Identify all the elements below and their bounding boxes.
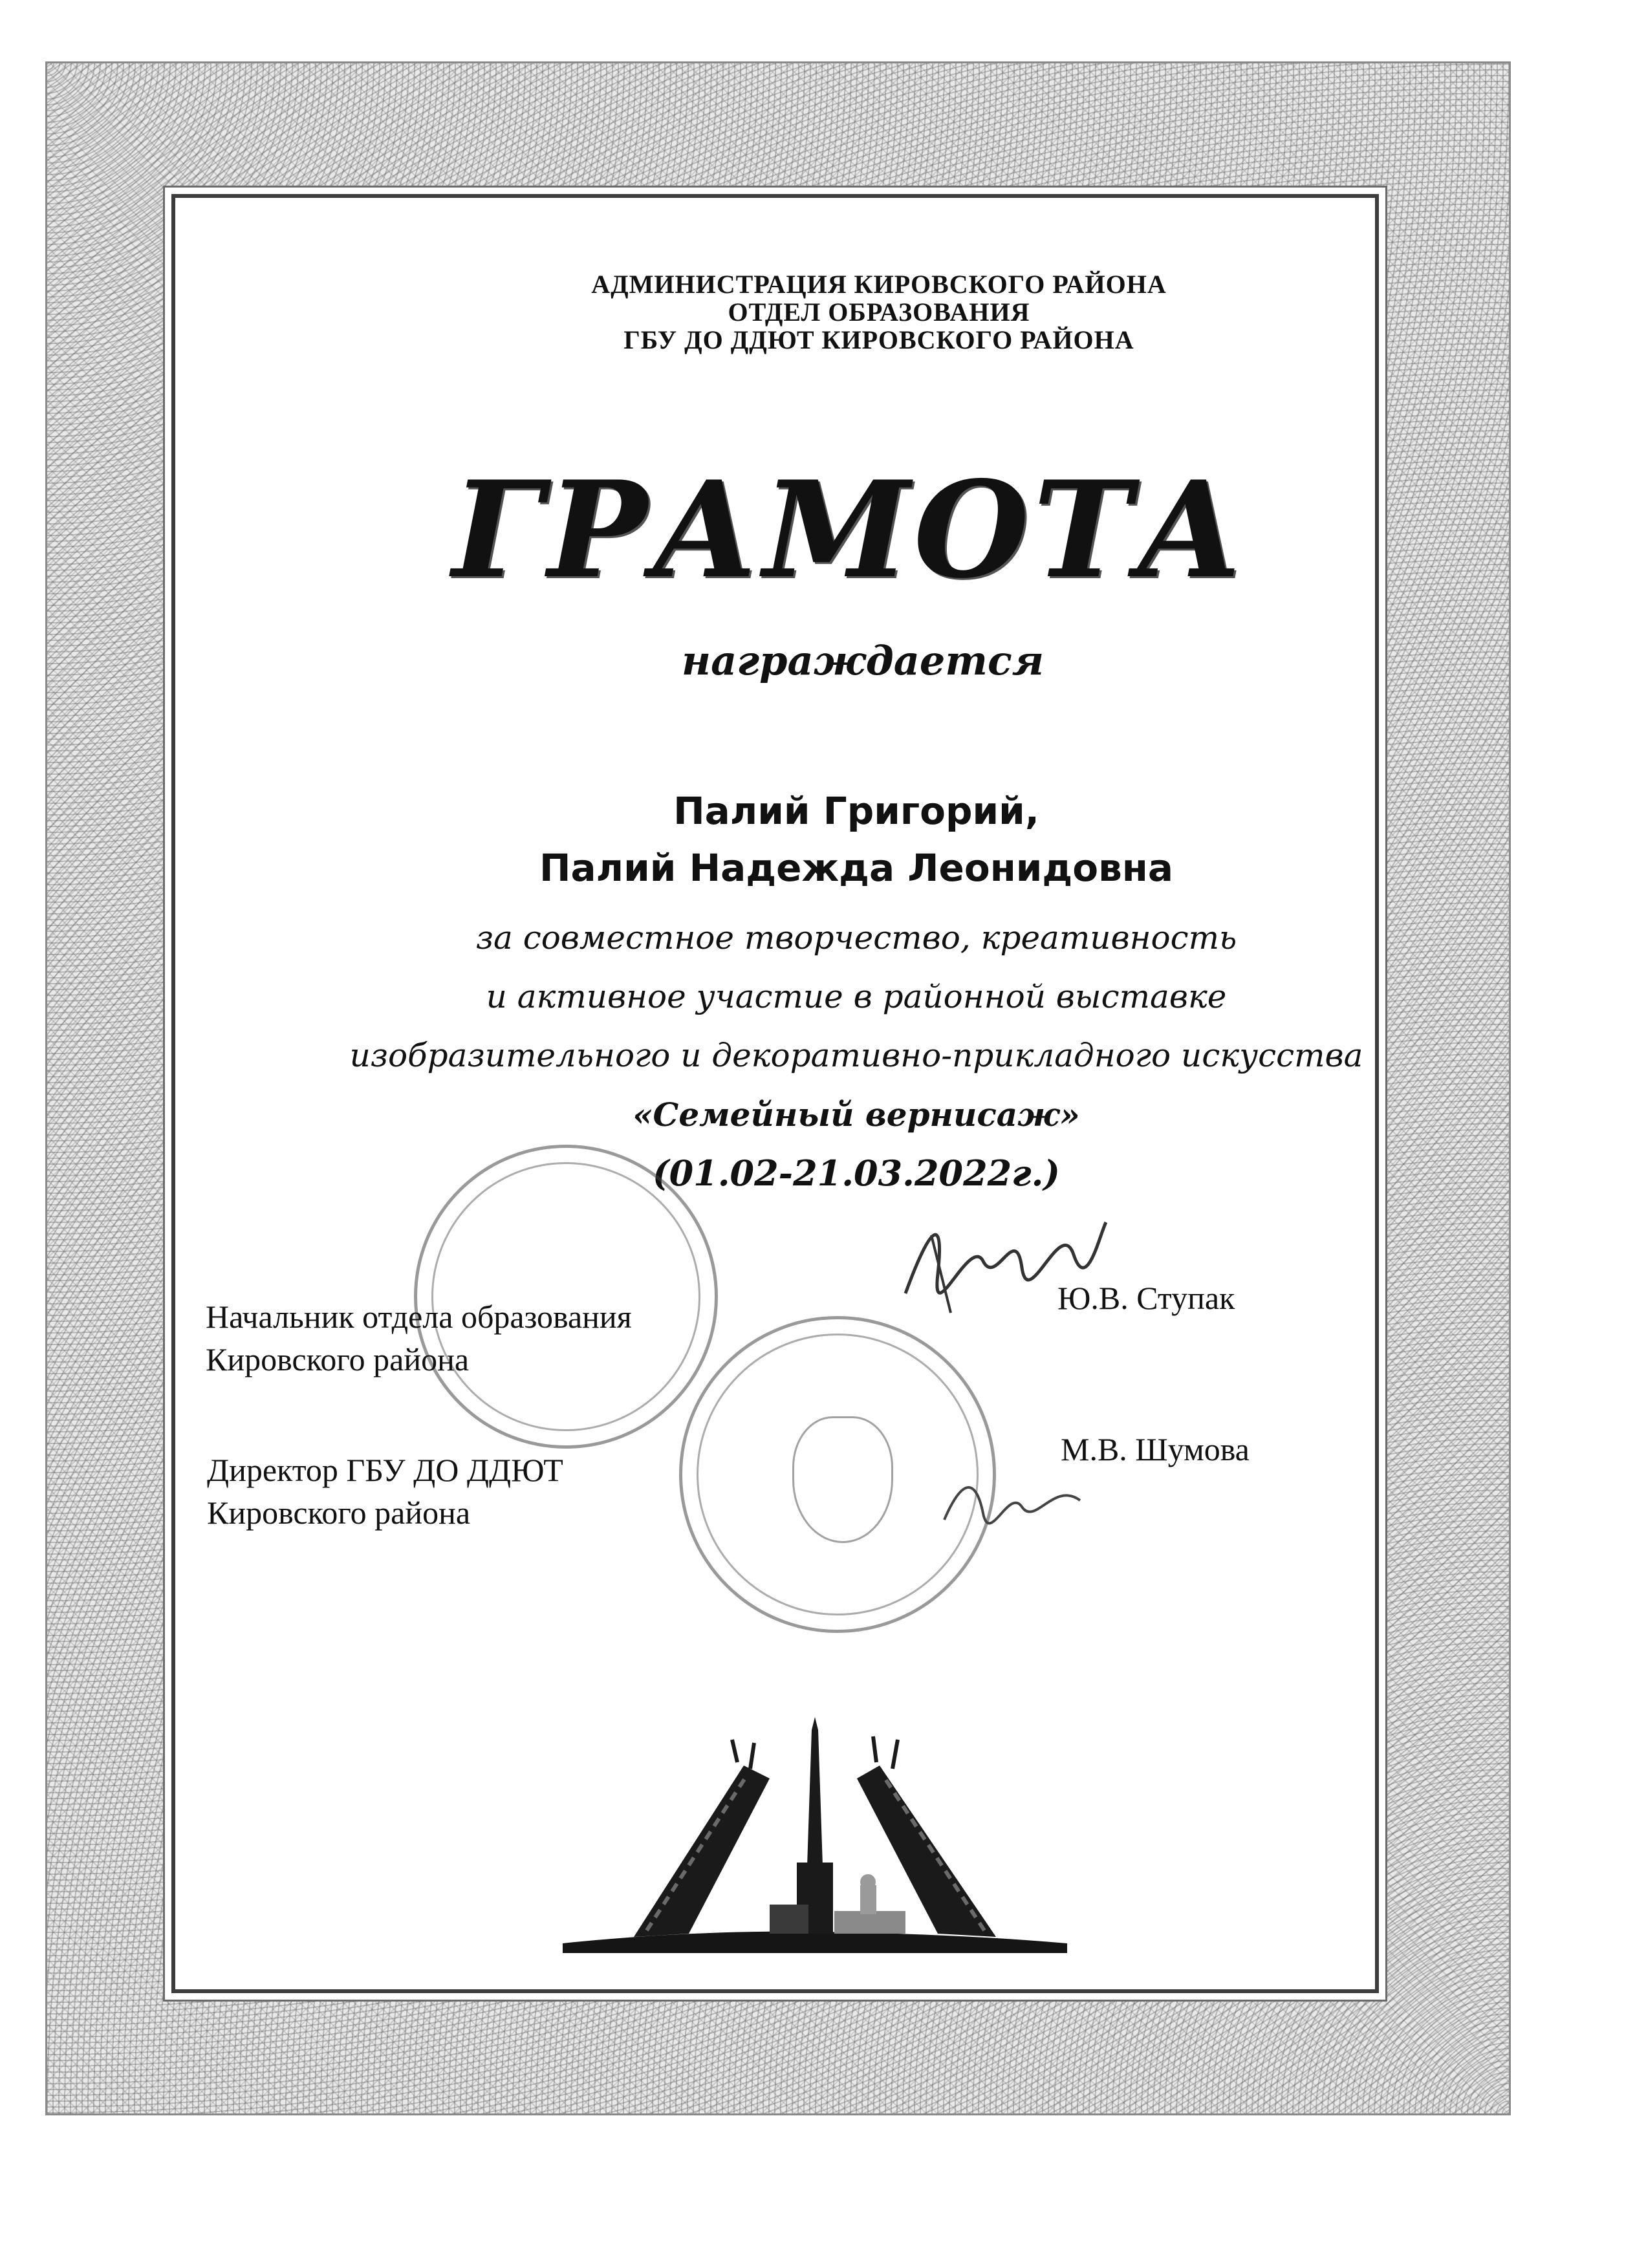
reason-line-1: за совместное творчество, креативность	[475, 919, 1237, 956]
signatory-2-name: М.В. Шумова	[1061, 1431, 1250, 1467]
award-reason	[0, 909, 1635, 1203]
issuer-header	[0, 270, 1635, 354]
reason-line-3: изобразительного и декоративно-прикладного искусства	[349, 1037, 1363, 1074]
recipients	[0, 783, 1635, 896]
signatory-1-position-line-2: Кировского района	[206, 1341, 470, 1377]
signatory-2-position-line-2: Кировского района	[207, 1495, 471, 1531]
recipient-name-1: Палий Григорий,	[673, 789, 1039, 833]
recipient-name-2: Палий Надежда Леонидовна	[539, 846, 1174, 890]
certificate-title: ГРАМОТА	[452, 453, 1248, 608]
issuer-line-1: АДМИНИСТРАЦИЯ КИРОВСКОГО РАЙОНА	[591, 270, 1167, 299]
signatory-1-name: Ю.В. Ступак	[1057, 1280, 1235, 1316]
signature-icon-2	[938, 1462, 1087, 1539]
event-name: «Семейный вернисаж»	[633, 1096, 1080, 1134]
awarded-label: награждается	[681, 637, 1045, 684]
issuer-line-2: ОТДЕЛ ОБРАЗОВАНИЯ	[728, 297, 1030, 327]
coat-of-arms-icon	[792, 1416, 893, 1543]
event-dates: (01.02-21.03.2022г.)	[653, 1152, 1060, 1194]
signatory-1-position-line-1: Начальник отдела образования	[206, 1299, 632, 1335]
signatory-1-position	[206, 1295, 632, 1381]
reason-line-2: и активное участие в районной выставке	[486, 978, 1227, 1015]
issuer-line-3: ГБУ ДО ДДЮТ КИРОВСКОГО РАЙОНА	[623, 325, 1134, 354]
signatory-2-position	[207, 1449, 563, 1534]
signatory-2-position-line-1: Директор ГБУ ДО ДДЮТ	[207, 1452, 563, 1488]
drawbridge-fortress-silhouette-icon	[556, 1717, 1074, 1963]
